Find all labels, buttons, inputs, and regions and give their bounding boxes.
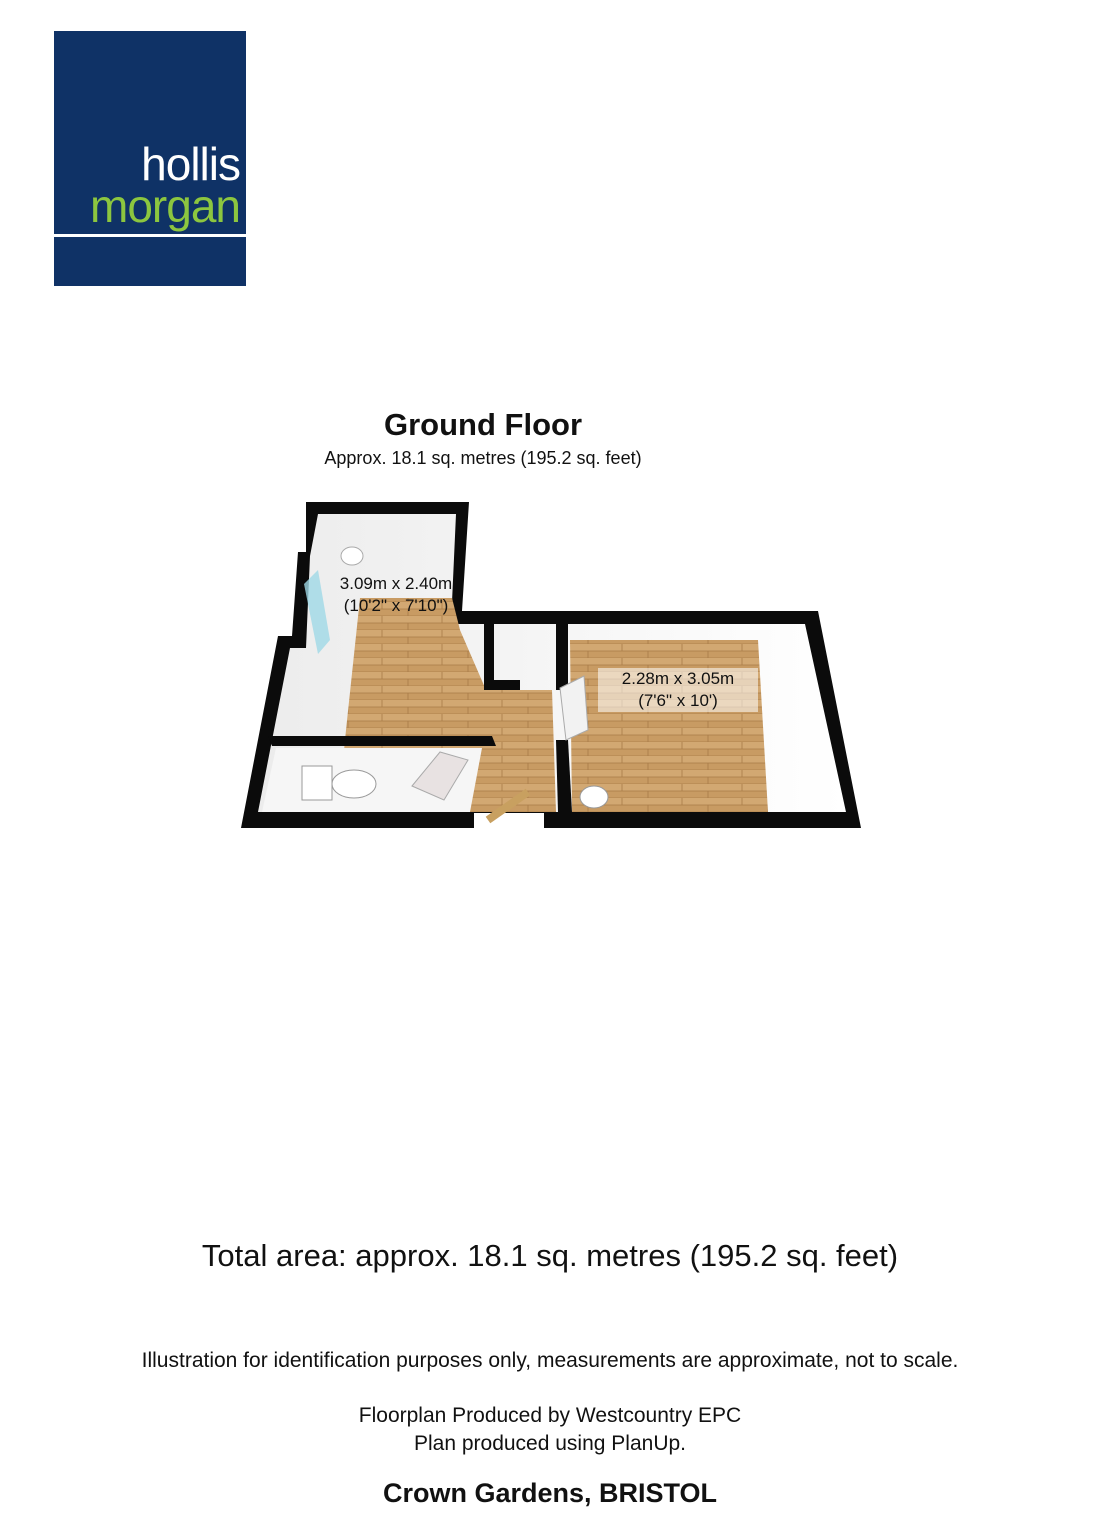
cupboard-bottom	[484, 680, 520, 690]
room-2-metric: 2.28m x 3.05m	[598, 668, 758, 690]
floor-area: Approx. 18.1 sq. metres (195.2 sq. feet)	[324, 448, 642, 468]
disclaimer: Illustration for identification purposes only, measurements are approximate, not to scale.	[141, 1349, 959, 1372]
bathroom-wall	[268, 736, 496, 746]
room-2-imperial: (7'6" x 10')	[598, 690, 758, 712]
toilet-cistern	[302, 766, 332, 800]
front-door-gap	[474, 813, 544, 828]
total-area: Total area: approx. 18.1 sq. metres (195.2 sq. feet)	[201, 1238, 899, 1273]
logo-line-morgan: morgan	[90, 180, 240, 232]
floorplan-credit: Floorplan Produced by Westcountry EPC	[358, 1404, 742, 1427]
toilet-bowl	[332, 770, 376, 798]
bedroom-floor	[570, 640, 768, 812]
property-address: Crown Gardens, BRISTOL	[382, 1478, 718, 1508]
room-1-imperial: (10'2" x 7'10")	[343, 596, 449, 615]
floor-title: Ground Floor	[383, 407, 583, 442]
cupboard-wall-right	[556, 624, 568, 690]
basin	[580, 786, 608, 808]
room-1-metric: 3.09m x 2.40m	[339, 574, 453, 593]
room-dimension-2	[598, 668, 758, 712]
sink-top	[341, 547, 363, 565]
planup-credit: Plan produced using PlanUp.	[413, 1432, 686, 1455]
logo-line-hollis: hollis	[141, 138, 240, 190]
room-dimension-1	[326, 573, 466, 617]
